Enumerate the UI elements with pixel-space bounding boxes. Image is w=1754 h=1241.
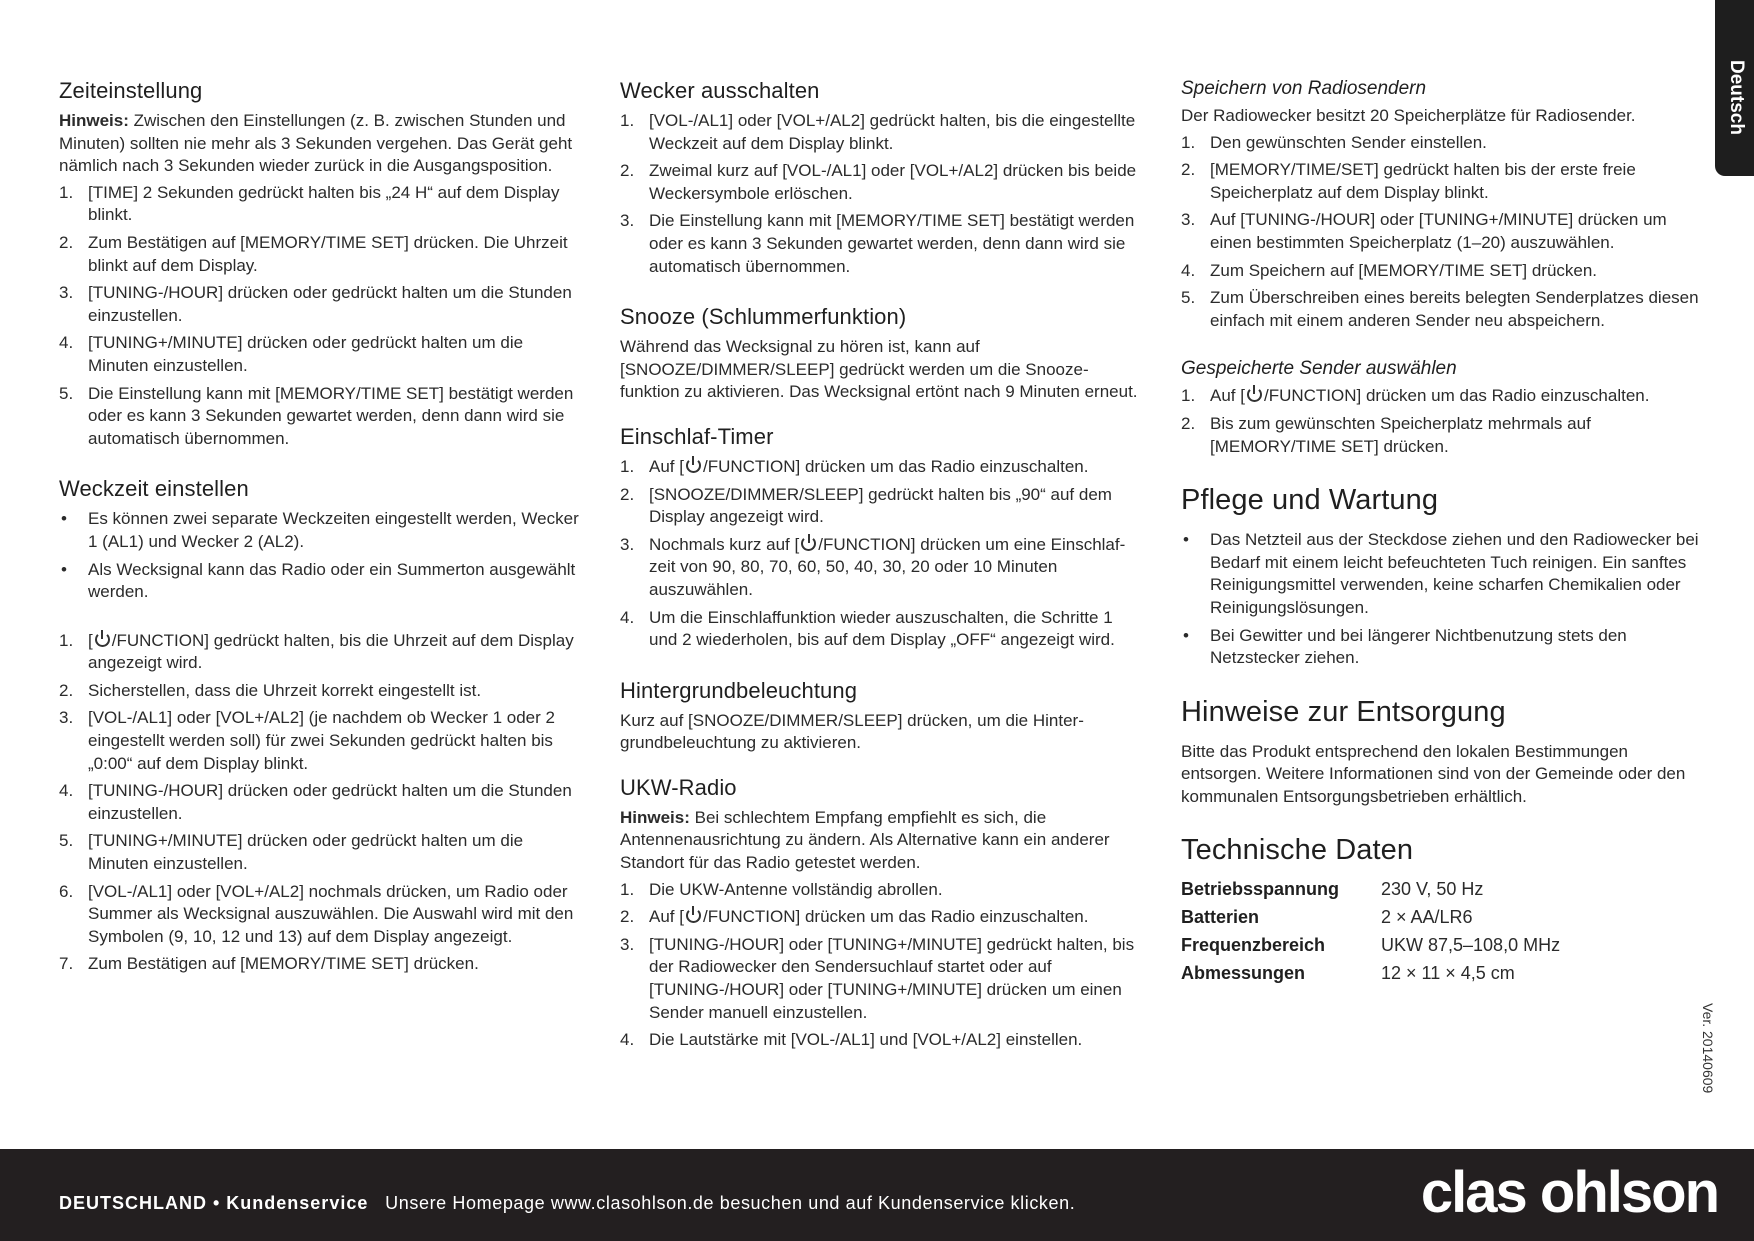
list-item: 1. [ /FUNCTION] gedrückt halten, bis die Uhrzeit auf dem Display angezeigt wird. — [59, 630, 574, 673]
section-technische-daten — [1181, 834, 1701, 984]
section-title: Gespeicherte Sender auswählen — [1181, 358, 1457, 380]
list-item: 5. [TUNING+/MINUTE] drücken oder gedrückt halten um die Minuten einzustellen. — [59, 831, 524, 874]
list-item: • Es können zwei separate Weckzeiten eingestellt werden, Wecker 1 (AL1) und Wecker 2 (AL2). — [61, 509, 579, 551]
spec-key: Frequenzbereich — [1181, 935, 1326, 956]
section-pflege — [1181, 484, 1701, 670]
steps-list — [1181, 385, 1701, 458]
footer — [0, 1149, 1754, 1241]
note-text: Zwischen den Einstellungen (z. B. zwischen Stunden und Minuten) sollten nie mehr als 3 Sekunden vergehen. Das Gerät geht nämlich nach 3 Sekunden wieder zurück in die Ausgangsposition. — [59, 111, 573, 176]
section-zeiteinstellung — [59, 78, 579, 450]
column-2 — [620, 78, 1140, 1078]
section-wecker-aus — [620, 78, 1140, 278]
column-3 — [1181, 78, 1701, 1010]
list-item: 1. Auf [ /FUNCTION] drücken um das Radio einzuschalten. — [620, 456, 1089, 476]
power-icon — [686, 908, 701, 923]
brand-logo: clas ohlson — [1420, 1160, 1718, 1225]
section-weckzeit — [59, 476, 579, 976]
list-item: 2. [MEMORY/TIME/SET] gedrückt halten bis der erste freie Speicherplatz auf dem Display blinkt. — [1181, 160, 1636, 202]
footer-homepage: Unsere Homepage www.clasohlson.de besuchen und auf Kundenservice klicken. — [385, 1193, 1076, 1213]
steps-list — [1181, 132, 1701, 333]
language-tab-label: Deutsch — [1726, 60, 1747, 135]
section-title: Speichern von Radiosendern — [1181, 78, 1427, 99]
list-item: 4. Zum Speichern auf [MEMORY/TIME SET] drücken. — [1181, 260, 1598, 280]
power-icon — [95, 632, 110, 647]
list-item: 3. Nochmals kurz auf [ /FUNCTION] drücken um eine Einschlaf-zeit von 90, 80, 70, 60, 50, 40, 30, 20 oder 10 Minuten auszuwählen. — [620, 534, 1126, 599]
note — [59, 110, 579, 178]
list-item: 2. [SNOOZE/DIMMER/SLEEP] gedrückt halten bis „90“ auf dem Display angezeigt wird. — [620, 484, 1112, 527]
list-item: 1. Die UKW-Antenne vollständig abrollen. — [620, 879, 943, 899]
paragraph: Kurz auf [SNOOZE/DIMMER/SLEEP] drücken, um die Hinter-grundbeleuchtung zu aktivieren. — [620, 710, 1084, 753]
note — [620, 807, 1140, 875]
section-title: Hintergrundbeleuchtung — [620, 677, 858, 703]
section-title: Pflege und Wartung — [1181, 484, 1439, 517]
section-title: Wecker ausschalten — [620, 78, 820, 103]
column-1 — [59, 78, 579, 1002]
section-einschlaf-timer — [620, 424, 1140, 652]
section-snooze — [620, 304, 1140, 404]
spec-key: Abmessungen — [1181, 963, 1306, 984]
power-icon — [801, 536, 816, 551]
spec-value: 230 V, 50 Hz — [1381, 879, 1484, 900]
footer-country: DEUTSCHLAND • Kundenservice — [59, 1193, 369, 1213]
spec-value: UKW 87,5–108,0 MHz — [1381, 935, 1561, 956]
note-label: Hinweis: — [620, 807, 690, 827]
section-ukw-radio — [620, 775, 1140, 1052]
list-item: 3. Auf [TUNING-/HOUR] oder [TUNING+/MINUTE] drücken um einen bestimmten Speicherplatz (1–20) auszuwählen. — [1181, 210, 1667, 252]
list-item: 5. Zum Überschreiben eines bereits belegten Senderplatzes diesen einfach mit einem anderen Sender neu abspeichern. — [1181, 288, 1699, 330]
list-item: 2. Zum Bestätigen auf [MEMORY/TIME SET] drücken. Die Uhrzeit blinkt auf dem Display. — [59, 232, 568, 275]
list-item: 4. Die Lautstärke mit [VOL-/AL1] und [VOL+/AL2] einstellen. — [620, 1030, 1083, 1050]
section-title: Snooze (Schlummerfunktion) — [620, 304, 907, 330]
list-item: 2. Bis zum gewünschten Speicherplatz mehrmals auf [MEMORY/TIME SET] drücken. — [1181, 413, 1591, 456]
language-tab — [1715, 0, 1754, 176]
footer-text — [59, 1193, 1075, 1214]
section-title: Technische Daten — [1181, 834, 1414, 867]
power-icon — [1247, 387, 1262, 402]
spec-value: 2 × AA/LR6 — [1381, 907, 1473, 928]
spec-value: 12 × 11 × 4,5 cm — [1381, 963, 1515, 984]
steps-list — [620, 110, 1140, 278]
list-item: 2. Zweimal kurz auf [VOL-/AL1] oder [VOL+/AL2] drücken bis beide Weckersymbole erlöschen. — [620, 161, 1137, 203]
list-item: • Bei Gewitter und bei längerer Nichtbenutzung stets den Netzstecker ziehen. — [1183, 625, 1627, 668]
paragraph: Während das Wecksignal zu hören ist, kann auf [SNOOZE/DIMMER/SLEEP] gedrückt werden um die Snooze-funktion zu aktivieren. Das Wecksignal ertönt nach 9 Minuten erneut. — [620, 337, 1138, 402]
note-label: Hinweis: — [59, 111, 129, 130]
list-item: 6. [VOL-/AL1] oder [VOL+/AL2] nochmals drücken, um Radio oder Summer als Wecksignal auszuwählen. Die Auswahl wird mit den Symbolen (9, 10, 12 und 13) auf dem Display angezeigt. — [59, 881, 574, 946]
note-text: Bei schlechtem Empfang empfiehlt es sich, die Antennenausrichtung zu ändern. Als Alternative kann ein anderer Standort für das Radio getestet werden. — [620, 807, 1110, 873]
section-title: Weckzeit einstellen — [59, 476, 249, 502]
section-speichern — [1181, 78, 1701, 332]
spec-table — [1181, 879, 1701, 984]
list-item: • Als Wecksignal kann das Radio oder ein Summerton ausgewählt werden. — [61, 559, 576, 602]
list-item: 2. Sicherstellen, dass die Uhrzeit korrekt eingestellt ist. — [59, 680, 482, 700]
section-entsorgung — [1181, 696, 1701, 809]
power-icon — [686, 458, 701, 473]
steps-list — [620, 879, 1140, 1052]
bullet-list — [59, 508, 579, 603]
list-item: 1. Auf [ /FUNCTION] drücken um das Radio einzuschalten. — [1181, 386, 1650, 406]
list-item: 3. [VOL-/AL1] oder [VOL+/AL2] (je nachdem ob Wecker 1 oder 2 eingestellt werden soll) für zwei Sekunden gedrückt halten bis „0:00“ auf dem Display blinkt. — [59, 708, 555, 773]
paragraph: Der Radiowecker besitzt 20 Speicherplätze für Radiosender. — [1181, 106, 1636, 125]
paragraph: Bitte das Produkt entsprechend den lokalen Bestimmungen entsorgen. Weitere Informationen sind von der Gemeinde oder den kommunalen Entsorgungsbetrieben erhältlich. — [1181, 741, 1686, 806]
list-item: 4. [TUNING+/MINUTE] drücken oder gedrückt halten um die Minuten einzustellen. — [59, 333, 524, 375]
list-item: 1. [TIME] 2 Sekunden gedrückt halten bis „24 H“ auf dem Display blinkt. — [59, 182, 560, 225]
section-hintergrund — [620, 678, 1140, 755]
steps-list — [620, 456, 1140, 652]
spec-key: Betriebsspannung — [1181, 879, 1340, 900]
list-item: 7. Zum Bestätigen auf [MEMORY/TIME SET] drücken. — [59, 954, 479, 974]
list-item: 4. Um die Einschlaffunktion wieder auszuschalten, die Schritte 1 und 2 wiederholen, bis auf dem Display „OFF“ angezeigt wird. — [620, 607, 1115, 650]
list-item: 3. [TUNING-/HOUR] drücken oder gedrückt halten um die Stunden einzustellen. — [59, 283, 572, 325]
section-title: Hinweise zur Entsorgung — [1181, 695, 1506, 728]
bullet-list — [1181, 529, 1701, 670]
list-item: 5. Die Einstellung kann mit [MEMORY/TIME SET] bestätigt werden oder es kann 3 Sekunden gewartet werden, denn dann wird sie automatisch übernommen. — [59, 383, 574, 448]
steps-list — [59, 182, 579, 451]
list-item: 1. [VOL-/AL1] oder [VOL+/AL2] gedrückt halten, bis die eingestellte Weckzeit auf dem Display blinkt. — [620, 111, 1136, 153]
section-title: Zeiteinstellung — [59, 78, 203, 103]
steps-list — [59, 630, 579, 976]
list-item: 1. Den gewünschten Sender einstellen. — [1181, 132, 1487, 152]
list-item: • Das Netzteil aus der Steckdose ziehen und den Radiowecker bei Bedarf mit einem leicht befeuchteten Tuch reinigen. Ein sanftes Reinigungsmittel verwenden, keine scharfen Chemikalien oder Reinigungslösungen. — [1183, 530, 1699, 617]
section-title: Einschlaf-Timer — [620, 423, 774, 449]
section-title: UKW-Radio — [620, 774, 737, 800]
spec-key: Batterien — [1181, 907, 1260, 928]
version-label: Ver. 20140609 — [1700, 1003, 1716, 1094]
list-item: 3. Die Einstellung kann mit [MEMORY/TIME SET] bestätigt werden oder es kann 3 Sekunden gewartet werden, denn dann wird sie automatisch übernommen. — [620, 211, 1135, 276]
section-gespeicherte-sender — [1181, 358, 1701, 458]
list-item: 2. Auf [ /FUNCTION] drücken um das Radio einzuschalten. — [620, 907, 1089, 927]
list-item: 4. [TUNING-/HOUR] drücken oder gedrückt halten um die Stunden einzustellen. — [59, 781, 572, 823]
list-item: 3. [TUNING-/HOUR] oder [TUNING+/MINUTE] gedrückt halten, bis der Radiowecker den Sendersuchlauf startet oder auf [TUNING-/HOUR] oder [TUNING+/MINUTE] drücken um einen Sender manuell einzustellen. — [620, 934, 1135, 1022]
